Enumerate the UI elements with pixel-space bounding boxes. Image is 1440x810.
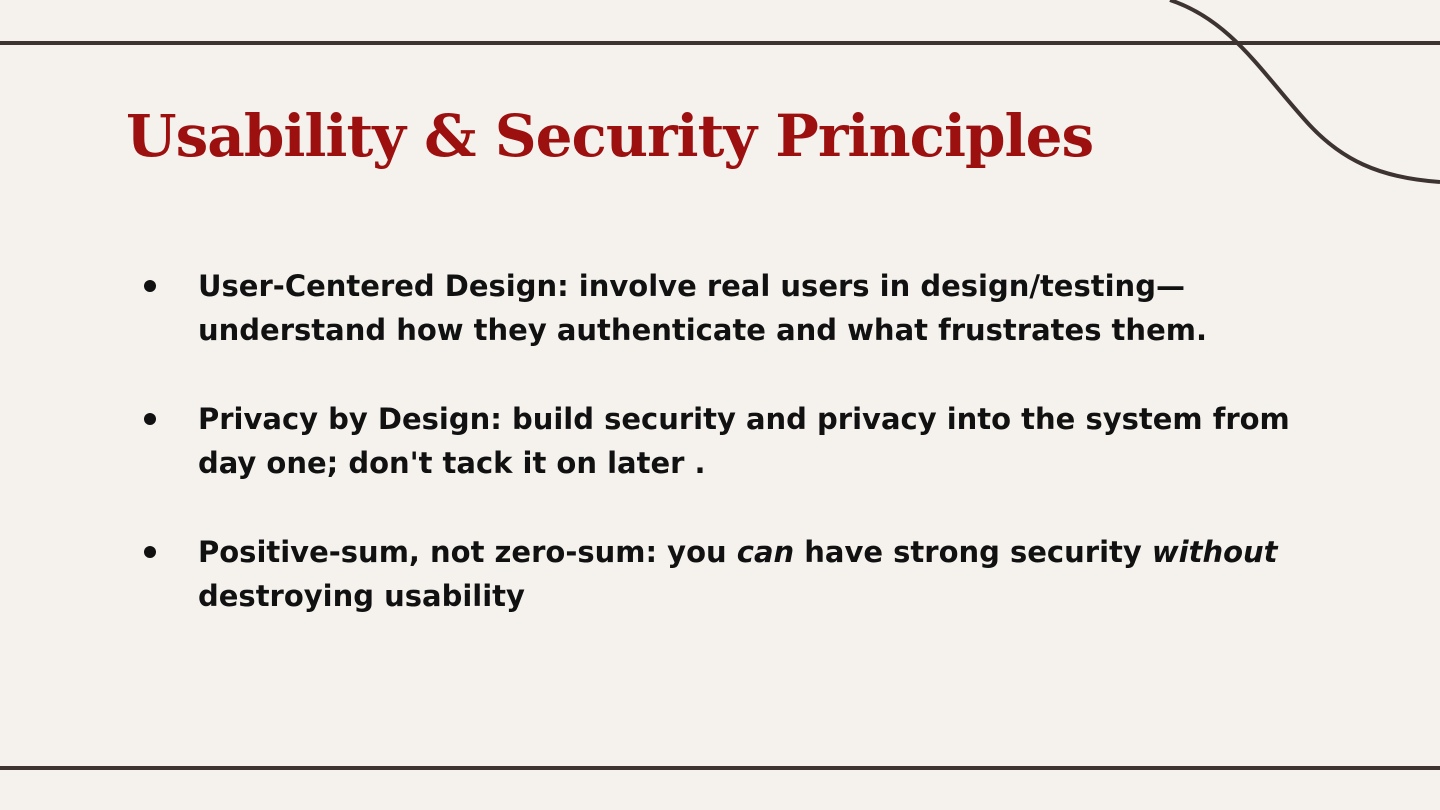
bullet-text: User-Centered Design: involve real users in design/testing—understand how they authenticate and what frustrates them. bbox=[198, 269, 1207, 347]
slide-title: Usability & Security Principles bbox=[126, 102, 1094, 170]
bullet-text-part-3: destroying usability bbox=[198, 579, 525, 613]
bullet-item-positive-sum bbox=[140, 530, 1320, 618]
decorative-curve bbox=[1140, 0, 1440, 200]
bottom-divider bbox=[0, 766, 1440, 770]
bullet-text-part-2: have strong security bbox=[794, 535, 1152, 569]
bullet-text: Privacy by Design: build security and privacy into the system from day one; don't tack it on later . bbox=[198, 402, 1290, 480]
bullet-icon bbox=[144, 280, 156, 292]
bullet-item-user-centered-design bbox=[140, 264, 1320, 352]
bullet-icon bbox=[144, 546, 156, 558]
bullet-list bbox=[140, 264, 1320, 618]
bullet-emphasis-without: without bbox=[1151, 535, 1278, 569]
bullet-emphasis-can: can bbox=[736, 535, 795, 569]
bullet-item-privacy-by-design bbox=[140, 397, 1320, 485]
bullet-text-part-1: Positive-sum, not zero-sum: you bbox=[198, 535, 737, 569]
bullet-icon bbox=[144, 413, 156, 425]
